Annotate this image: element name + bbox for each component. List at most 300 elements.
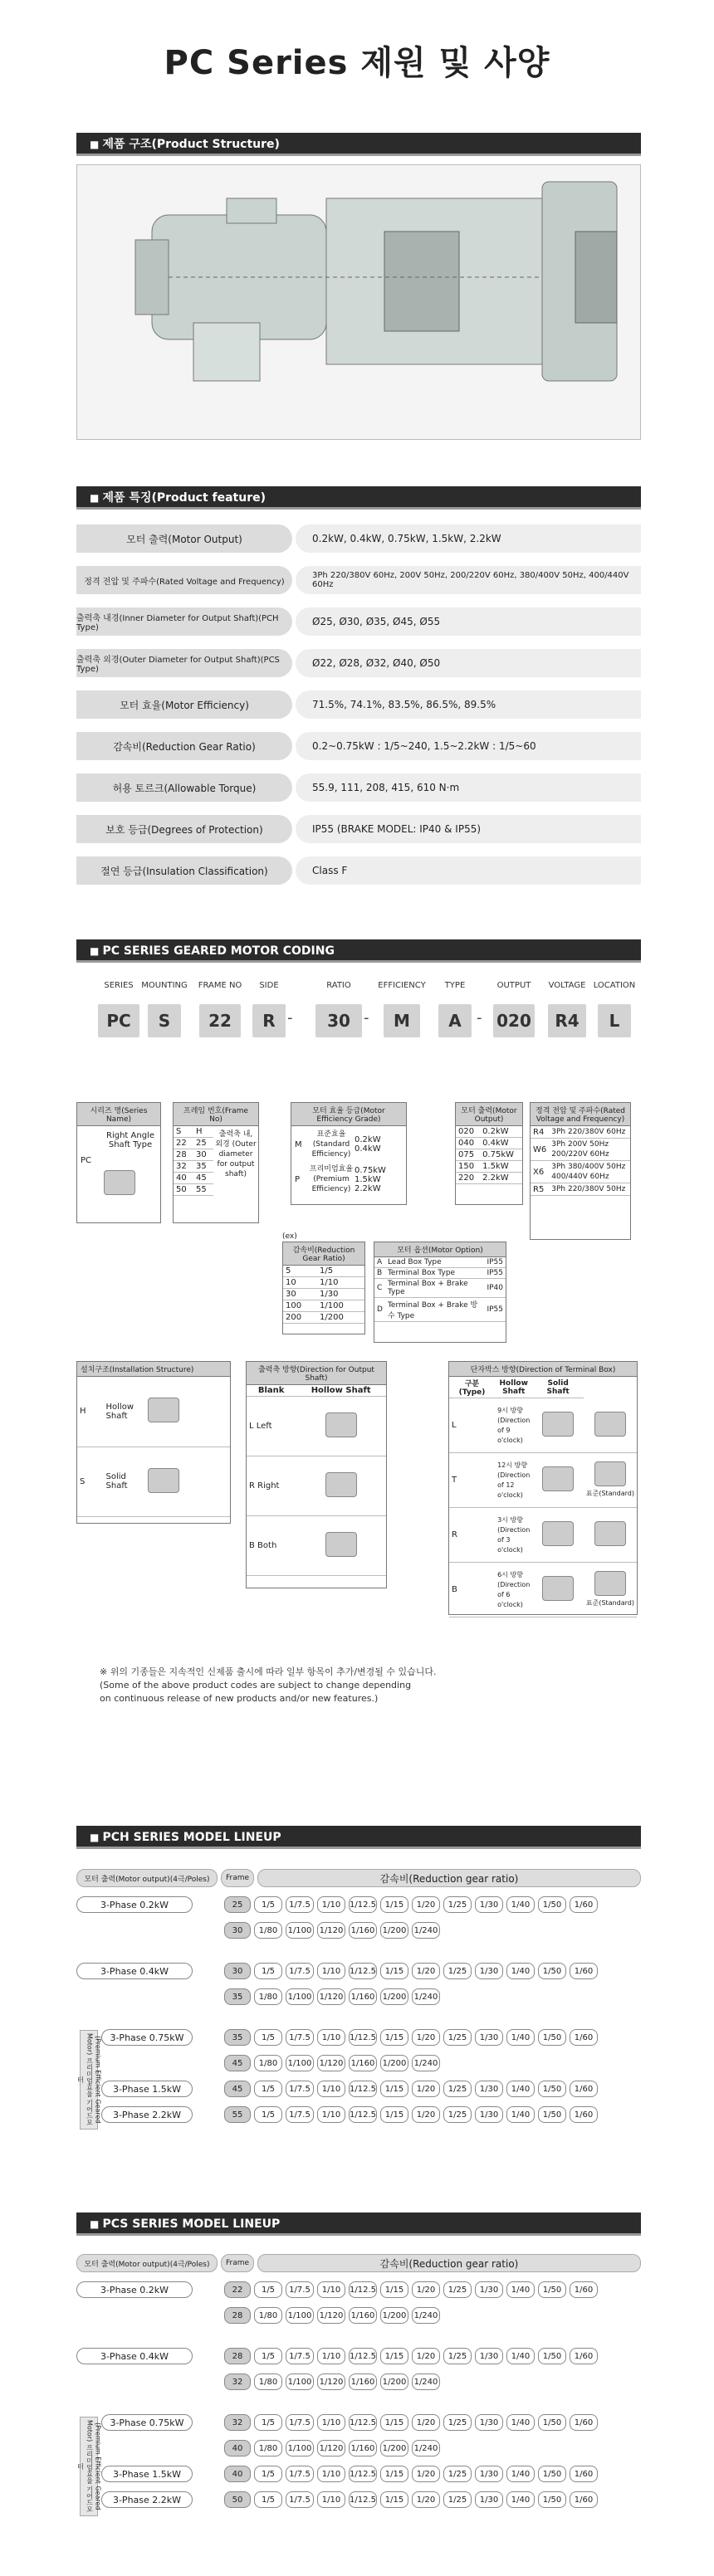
- terminal-box: [448, 1361, 638, 1615]
- lineup-ratio: 1/100: [286, 1988, 314, 2005]
- lineup-ratio: 1/15: [380, 2081, 408, 2097]
- lineup-ratio: 1/20: [412, 2491, 440, 2508]
- ratio-box: [282, 1242, 365, 1334]
- lineup-ratio: 1/10: [317, 1896, 345, 1913]
- lineup-ratio: 1/160: [349, 1922, 377, 1939]
- output-row: [456, 1173, 522, 1184]
- feature-value: 3Ph 220/380V 60Hz, 200V 50Hz, 200/220V 60Hz, 380/400V 50Hz, 400/440V 60Hz: [296, 566, 641, 594]
- frame-table: [174, 1126, 213, 1196]
- lineup-ratio: 1/50: [538, 2081, 566, 2097]
- lineup-ratio: 1/12.5: [349, 2414, 377, 2431]
- lineup-ratio: 1/40: [506, 2466, 535, 2482]
- installation-desc: Hollow Shaft: [104, 1377, 145, 1447]
- lineup-frame: 50: [224, 2491, 251, 2508]
- coding-label-efficiency: EFFICIENCY: [378, 981, 426, 990]
- lineup-ratio: 1/10: [317, 2491, 345, 2508]
- terminal-image-cell: [532, 1453, 584, 1508]
- lineup-ratio: 1/15: [380, 1963, 408, 1979]
- lineup-ratio: 1/7.5: [286, 2414, 314, 2431]
- coding-label-series: SERIES: [104, 981, 134, 990]
- voltage-cell: 3Ph 220/380V 60Hz: [549, 1126, 630, 1139]
- motor-image: [542, 1412, 574, 1437]
- terminal-col-head: Hollow Shaft: [495, 1377, 532, 1398]
- motor-image: [594, 1571, 626, 1596]
- voltage-table: [531, 1126, 630, 1196]
- frame-col-head: S: [174, 1126, 193, 1138]
- feature-label: 출력축 외경(Outer Diameter for Output Shaft)(PCS Type): [76, 649, 292, 677]
- terminal-col-head: Solid Shaft: [532, 1377, 584, 1398]
- coding-code-series: PC: [98, 1004, 139, 1037]
- terminal-desc: 12시 방향 (Direction of 12 o'clock): [495, 1453, 532, 1508]
- installation-code: S: [77, 1447, 104, 1516]
- feature-label: 보호 등급(Degrees of Protection): [76, 815, 292, 843]
- lineup-ratio: 1/240: [412, 1988, 440, 2005]
- lineup-row: [76, 1988, 641, 2006]
- lineup-power: 3-Phase 0.4kW: [76, 2348, 193, 2364]
- direction-cell: L Left: [247, 1397, 296, 1456]
- lineup-ratio: 1/25: [443, 1896, 472, 1913]
- lineup-ratio: 1/80: [254, 2307, 282, 2324]
- lineup-ratio: 1/240: [412, 2307, 440, 2324]
- lineup-row: [76, 2373, 641, 2391]
- installation-box: [76, 1361, 231, 1524]
- lineup-frame: 28: [224, 2348, 251, 2364]
- voltage-row: [531, 1183, 630, 1196]
- frame-desc: 출력축 내, 외경 (Outer diameter for output shaft): [215, 1130, 257, 1178]
- lineup-ratio: 1/15: [380, 2348, 408, 2364]
- lineup-ratio: 1/5: [254, 2491, 282, 2508]
- lineup-ratio: 1/40: [506, 2491, 535, 2508]
- lineup-ratio: 1/15: [380, 2414, 408, 2431]
- coding-code-voltage: R4: [548, 1004, 586, 1037]
- ratio-cell: 10: [283, 1277, 317, 1289]
- note-line-3: on continuous release of new products and/or new features.): [100, 1693, 379, 1704]
- option-row: [374, 1279, 506, 1298]
- coding-code-location: L: [598, 1004, 631, 1037]
- lineup-frame: 40: [224, 2440, 251, 2456]
- output-cell: 220: [456, 1173, 480, 1184]
- efficiency-value: 2.2kW: [355, 1183, 381, 1193]
- lineup-ratio: 1/10: [317, 2281, 345, 2298]
- ratio-cell: 5: [283, 1266, 317, 1277]
- efficiency-head: 모터 효율 등급(Motor Efficiency Grade): [291, 1103, 406, 1126]
- efficiency-name: 프리미엄효율 (Premium Efficiency): [309, 1165, 354, 1193]
- option-cell: Terminal Box + Brake Type: [385, 1279, 485, 1298]
- lineup-frame: 30: [224, 1963, 251, 1979]
- lineup-ratio: 1/120: [317, 1922, 345, 1939]
- lineup-ratio: 1/10: [317, 2466, 345, 2482]
- frame-no-box: [173, 1102, 259, 1223]
- efficiency-code: P: [295, 1174, 301, 1184]
- coding-code-mounting: S: [148, 1004, 181, 1037]
- lineup-ratio: 1/12.5: [349, 2281, 377, 2298]
- terminal-standard-label: 표준(Standard): [585, 1490, 634, 1497]
- motor-option-head: 모터 옵션(Motor Option): [374, 1242, 506, 1257]
- frame-cell: 32: [174, 1161, 193, 1173]
- lineup-ratio: 1/15: [380, 2029, 408, 2046]
- motor-image: [542, 1466, 574, 1491]
- installation-image-cell: [145, 1377, 230, 1447]
- coding-code-type: A: [438, 1004, 472, 1037]
- terminal-image-cell: [584, 1453, 637, 1508]
- terminal-image-cell: [532, 1508, 584, 1563]
- direction-col-head: Hollow Shaft: [296, 1385, 386, 1397]
- lineup-ratio: 1/25: [443, 2081, 472, 2097]
- lineup-frame: 45: [224, 2081, 251, 2097]
- output-cell: 0.75kW: [480, 1149, 522, 1161]
- ratio-row: [283, 1289, 364, 1300]
- lineup-ratio: 1/60: [570, 2348, 598, 2364]
- lineup-ratio: 1/10: [317, 2414, 345, 2431]
- direction-row: [247, 1456, 386, 1516]
- lineup-ratio: 1/12.5: [349, 2491, 377, 2508]
- lineup-head-output: 모터 출력(Motor output)(4극/Poles): [76, 1869, 218, 1887]
- voltage-head: 정격 전압 및 주파수(Rated Voltage and Frequency): [531, 1103, 630, 1126]
- ratio-cell: 1/10: [317, 1277, 364, 1289]
- lineup-ratio: 1/20: [412, 2414, 440, 2431]
- feature-table: [76, 524, 641, 898]
- lineup-ratio: 1/12.5: [349, 2466, 377, 2482]
- output-cell: 2.2kW: [480, 1173, 522, 1184]
- coding-code-ratio: 30: [315, 1004, 362, 1037]
- lineup-row: [76, 2105, 641, 2124]
- voltage-cell: R4: [531, 1126, 549, 1139]
- coding-code-frame no: 22: [199, 1004, 241, 1037]
- lineup-ratio: 1/100: [286, 2374, 314, 2390]
- lineup-power: 3-Phase 0.2kW: [76, 1896, 193, 1913]
- efficiency-values: [355, 1166, 386, 1193]
- feature-value: 71.5%, 74.1%, 83.5%, 86.5%, 89.5%: [296, 690, 641, 719]
- option-cell: Lead Box Type: [385, 1257, 485, 1268]
- coding-label-output: OUTPUT: [496, 981, 531, 990]
- direction-table: [247, 1385, 386, 1576]
- option-cell: Terminal Box Type: [385, 1268, 485, 1279]
- frame-cell: 55: [193, 1184, 213, 1196]
- motor-image: [325, 1472, 357, 1497]
- option-cell: D: [374, 1298, 385, 1322]
- lineup-ratio: 1/20: [412, 2348, 440, 2364]
- lineup-head-ratio: 감속비(Reduction gear ratio): [257, 1869, 641, 1887]
- output-table: [456, 1126, 522, 1184]
- lineup-ratio: 1/5: [254, 2466, 282, 2482]
- option-table: [374, 1257, 506, 1322]
- voltage-box: [530, 1102, 631, 1240]
- lineup-ratio: 1/40: [506, 2348, 535, 2364]
- lineup-ratio: 1/60: [570, 2466, 598, 2482]
- lineup-ratio: 1/5: [254, 2081, 282, 2097]
- feature-label: 감속비(Reduction Gear Ratio): [76, 732, 292, 760]
- lineup-power: 3-Phase 0.2kW: [76, 2281, 193, 2298]
- product-structure-image: [76, 164, 641, 440]
- lineup-row: [76, 1962, 641, 1980]
- lineup-ratio: 1/80: [254, 1922, 282, 1939]
- lineup-ratio: 1/60: [570, 2029, 598, 2046]
- lineup-head-frame: Frame: [221, 2254, 254, 2272]
- terminal-code: R: [449, 1508, 495, 1563]
- ratio-table: [283, 1266, 364, 1324]
- coding-code-output: 020: [493, 1004, 535, 1037]
- terminal-code: B: [449, 1563, 495, 1617]
- voltage-row: [531, 1161, 630, 1183]
- terminal-head-row: [449, 1377, 637, 1398]
- coding-dash: -: [287, 1009, 293, 1027]
- motor-image: [594, 1521, 626, 1546]
- lineup-ratio: 1/25: [443, 2466, 472, 2482]
- lineup-ratio: 1/40: [506, 2081, 535, 2097]
- ratio-head: 감속비(Reduction Gear Ratio): [283, 1242, 364, 1266]
- lineup-ratio: 1/200: [380, 2440, 408, 2456]
- lineup-ratio: 1/50: [538, 2348, 566, 2364]
- motor-image: [325, 1532, 357, 1557]
- efficiency-value: 0.75kW: [355, 1165, 386, 1175]
- frame-cell: 50: [174, 1184, 193, 1196]
- output-cell: 040: [456, 1138, 480, 1149]
- frame-cell: 25: [193, 1138, 213, 1149]
- efficiency-value: 0.2kW: [355, 1135, 381, 1144]
- lineup-ratio: 1/100: [286, 2055, 314, 2071]
- lineup-ratio: 1/50: [538, 2106, 566, 2123]
- lineup-ratio: 1/60: [570, 2414, 598, 2431]
- lineup-ratio: 1/7.5: [286, 2466, 314, 2482]
- lineup-ratio: 1/160: [349, 2374, 377, 2390]
- output-row: [456, 1126, 522, 1138]
- motor-image: [148, 1468, 179, 1493]
- lineup-ratio: 1/30: [475, 2466, 503, 2482]
- voltage-row: [531, 1126, 630, 1139]
- lineup-ratio: 1/100: [286, 1922, 314, 1939]
- output-cell: 0.2kW: [480, 1126, 522, 1138]
- terminal-desc: 9시 방향 (Direction of 9 o'clock): [495, 1398, 532, 1453]
- terminal-code: T: [449, 1453, 495, 1508]
- output-cell: 150: [456, 1161, 480, 1173]
- lineup-frame: 30: [224, 1922, 251, 1939]
- frame-cell: 30: [193, 1149, 213, 1161]
- lineup-ratio: 1/12.5: [349, 2348, 377, 2364]
- feature-label: 정격 전압 및 주파수(Rated Voltage and Frequency): [76, 566, 292, 594]
- motor-image: [594, 1461, 626, 1486]
- lineup-ratio: 1/5: [254, 1963, 282, 1979]
- feature-label: 출력축 내경(Inner Diameter for Output Shaft)(PCH Type): [76, 607, 292, 636]
- lineup-ratio: 1/30: [475, 2491, 503, 2508]
- output-box: [455, 1102, 523, 1205]
- section-structure-header: ■ 제품 구조(Product Structure): [76, 133, 641, 156]
- lineup-row: [76, 2347, 641, 2365]
- section-feature-header: ■ 제품 특징(Product feature): [76, 486, 641, 510]
- lineup-ratio: 1/50: [538, 2466, 566, 2482]
- feature-label: 모터 출력(Motor Output): [76, 524, 292, 553]
- lineup-ratio: 1/20: [412, 2281, 440, 2298]
- feature-row: [76, 566, 641, 594]
- lineup-ratio: 1/25: [443, 2491, 472, 2508]
- lineup-ratio: 1/7.5: [286, 2081, 314, 2097]
- efficiency-box: [291, 1102, 407, 1205]
- lineup-ratio: 1/160: [349, 2055, 377, 2071]
- feature-label: 허용 토르크(Allowable Torque): [76, 773, 292, 802]
- installation-row: [77, 1447, 230, 1516]
- feature-value: Class F: [296, 856, 641, 885]
- lineup-ratio: 1/40: [506, 1963, 535, 1979]
- lineup-ratio: 1/40: [506, 2414, 535, 2431]
- frame-cell: 40: [174, 1173, 193, 1184]
- terminal-table: [449, 1377, 637, 1617]
- option-row: [374, 1298, 506, 1322]
- direction-col-head: Blank: [247, 1385, 296, 1397]
- frame-row: [174, 1161, 213, 1173]
- lineup-ratio: 1/10: [317, 2106, 345, 2123]
- feature-row: [76, 649, 641, 677]
- installation-table: [77, 1377, 230, 1517]
- lineup-ratio: 1/240: [412, 2374, 440, 2390]
- series-name-head: 시리즈 명(Series Name): [77, 1103, 160, 1126]
- lineup-row: [76, 2054, 641, 2072]
- lineup-ratio: 1/5: [254, 2029, 282, 2046]
- voltage-cell: 3Ph 220/380V 50Hz: [549, 1183, 630, 1196]
- output-row: [456, 1149, 522, 1161]
- lineup-power: 3-Phase 1.5kW: [101, 2466, 193, 2482]
- lineup-ratio: 1/30: [475, 2029, 503, 2046]
- installation-image-cell: [145, 1447, 230, 1516]
- efficiency-name: 표준효율 (Standard Efficiency): [311, 1130, 351, 1159]
- lineup-ratio: 1/30: [475, 2281, 503, 2298]
- lineup-row: [76, 2491, 641, 2509]
- lineup-frame: 35: [224, 1988, 251, 2005]
- lineup-ratio: 1/7.5: [286, 2106, 314, 2123]
- lineup-ratio: 1/60: [570, 2491, 598, 2508]
- motor-option-box: [374, 1242, 506, 1343]
- lineup-frame: 35: [224, 2029, 251, 2046]
- lineup-ratio: 1/240: [412, 2055, 440, 2071]
- lineup-frame: 25: [224, 1896, 251, 1913]
- direction-head: 출력축 방향(Direction for Output Shaft): [247, 1362, 386, 1385]
- feature-row: [76, 856, 641, 885]
- series-code: PC: [81, 1156, 92, 1165]
- option-cell: IP55: [484, 1257, 506, 1268]
- lineup-frame: 32: [224, 2414, 251, 2431]
- frame-no-head: 프레임 번호(Frame No): [174, 1103, 258, 1126]
- lineup-ratio: 1/7.5: [286, 1896, 314, 1913]
- lineup-power: 3-Phase 1.5kW: [101, 2081, 193, 2097]
- lineup-head: [76, 1869, 641, 1887]
- lineup-ratio: 1/40: [506, 2281, 535, 2298]
- lineup-ratio: 1/20: [412, 2106, 440, 2123]
- lineup-ratio: 1/12.5: [349, 2081, 377, 2097]
- lineup-ratio: 1/12.5: [349, 2106, 377, 2123]
- lineup-ratio: 1/80: [254, 2055, 282, 2071]
- lineup-row: [76, 2413, 641, 2432]
- output-cell: 0.4kW: [480, 1138, 522, 1149]
- option-cell: IP55: [484, 1268, 506, 1279]
- lineup-row: [76, 2080, 641, 2098]
- feature-value: 55.9, 111, 208, 415, 610 N·m: [296, 773, 641, 802]
- lineup-ratio: 1/100: [286, 2307, 314, 2324]
- coding-label-side: SIDE: [259, 981, 279, 990]
- terminal-image-cell: [584, 1563, 637, 1617]
- lineup-ratio: 1/7.5: [286, 2348, 314, 2364]
- coding-dash: -: [364, 1009, 369, 1027]
- feature-row: [76, 773, 641, 802]
- lineup-frame: 40: [224, 2466, 251, 2482]
- feature-value: Ø25, Ø30, Ø35, Ø45, Ø55: [296, 607, 641, 636]
- series-desc: Right Angle Shaft Type: [106, 1131, 154, 1149]
- lineup-ratio: 1/20: [412, 1963, 440, 1979]
- lineup-ratio: 1/10: [317, 2081, 345, 2097]
- direction-image-cell: [296, 1516, 386, 1576]
- frame-row: [174, 1173, 213, 1184]
- lineup-ratio: 1/20: [412, 1896, 440, 1913]
- section-pcs-header: ■ PCS SERIES MODEL LINEUP: [76, 2213, 641, 2236]
- lineup-ratio: 1/60: [570, 1896, 598, 1913]
- terminal-image-cell: [584, 1398, 637, 1453]
- lineup-ratio: 1/40: [506, 2106, 535, 2123]
- lineup-ratio: 1/30: [475, 1896, 503, 1913]
- direction-image-cell: [296, 1397, 386, 1456]
- terminal-row: [449, 1508, 637, 1563]
- installation-code: H: [77, 1377, 104, 1447]
- voltage-cell: R5: [531, 1183, 549, 1196]
- output-row: [456, 1161, 522, 1173]
- coding-label-frame no: FRAME NO: [198, 981, 242, 990]
- lineup-row: [76, 2028, 641, 2047]
- lineup-ratio: 1/30: [475, 2081, 503, 2097]
- frame-head-row: [174, 1126, 213, 1138]
- lineup-ratio: 1/25: [443, 2414, 472, 2431]
- ratio-row: [283, 1277, 364, 1289]
- ratio-cell: 1/30: [317, 1289, 364, 1300]
- motor-image: [542, 1521, 574, 1546]
- output-head: 모터 출력(Motor Output): [456, 1103, 522, 1126]
- installation-row: [77, 1377, 230, 1447]
- lineup-ratio: 1/240: [412, 2440, 440, 2456]
- lineup-ratio: 1/50: [538, 1963, 566, 1979]
- ratio-cell: 200: [283, 1312, 317, 1324]
- feature-row: [76, 524, 641, 553]
- lineup-ratio: 1/60: [570, 1963, 598, 1979]
- pch-premium-label: (Premium Efficient Geared Motor) 프리미엄효율 기어드모터: [80, 2030, 98, 2130]
- lineup-ratio: 1/240: [412, 1922, 440, 1939]
- feature-row: [76, 690, 641, 719]
- feature-row: [76, 607, 641, 636]
- lineup-row: [76, 2306, 641, 2325]
- lineup-ratio: 1/15: [380, 2281, 408, 2298]
- efficiency-value: 0.4kW: [355, 1144, 381, 1154]
- frame-cell: 35: [193, 1161, 213, 1173]
- lineup-ratio: 1/20: [412, 2466, 440, 2482]
- lineup-head-output: 모터 출력(Motor output)(4극/Poles): [76, 2254, 218, 2272]
- lineup-ratio: 1/15: [380, 2106, 408, 2123]
- ratio-cell: 1/100: [317, 1300, 364, 1312]
- lineup-ratio: 1/5: [254, 1896, 282, 1913]
- terminal-image-cell: [584, 1508, 637, 1563]
- installation-head: 설치구조(Installation Structure): [77, 1362, 230, 1377]
- output-cell: 020: [456, 1126, 480, 1138]
- terminal-desc: 6시 방향 (Direction of 6 o'clock): [495, 1563, 532, 1617]
- frame-cell: 45: [193, 1173, 213, 1184]
- option-cell: B: [374, 1268, 385, 1279]
- lineup-ratio: 1/5: [254, 2281, 282, 2298]
- direction-row: [247, 1516, 386, 1576]
- motor-image: [594, 1412, 626, 1437]
- page-title: PC Series 제원 및 사양: [164, 44, 550, 82]
- terminal-standard-label: 표준(Standard): [585, 1599, 634, 1607]
- efficiency-value: 1.5kW: [355, 1174, 381, 1184]
- lineup-ratio: 1/30: [475, 2348, 503, 2364]
- direction-head-row: [247, 1385, 386, 1397]
- lineup-row: [76, 2465, 641, 2483]
- installation-desc: Solid Shaft: [104, 1447, 145, 1516]
- voltage-cell: W6: [531, 1139, 549, 1161]
- lineup-ratio: 1/50: [538, 1896, 566, 1913]
- lineup-ratio: 1/7.5: [286, 2281, 314, 2298]
